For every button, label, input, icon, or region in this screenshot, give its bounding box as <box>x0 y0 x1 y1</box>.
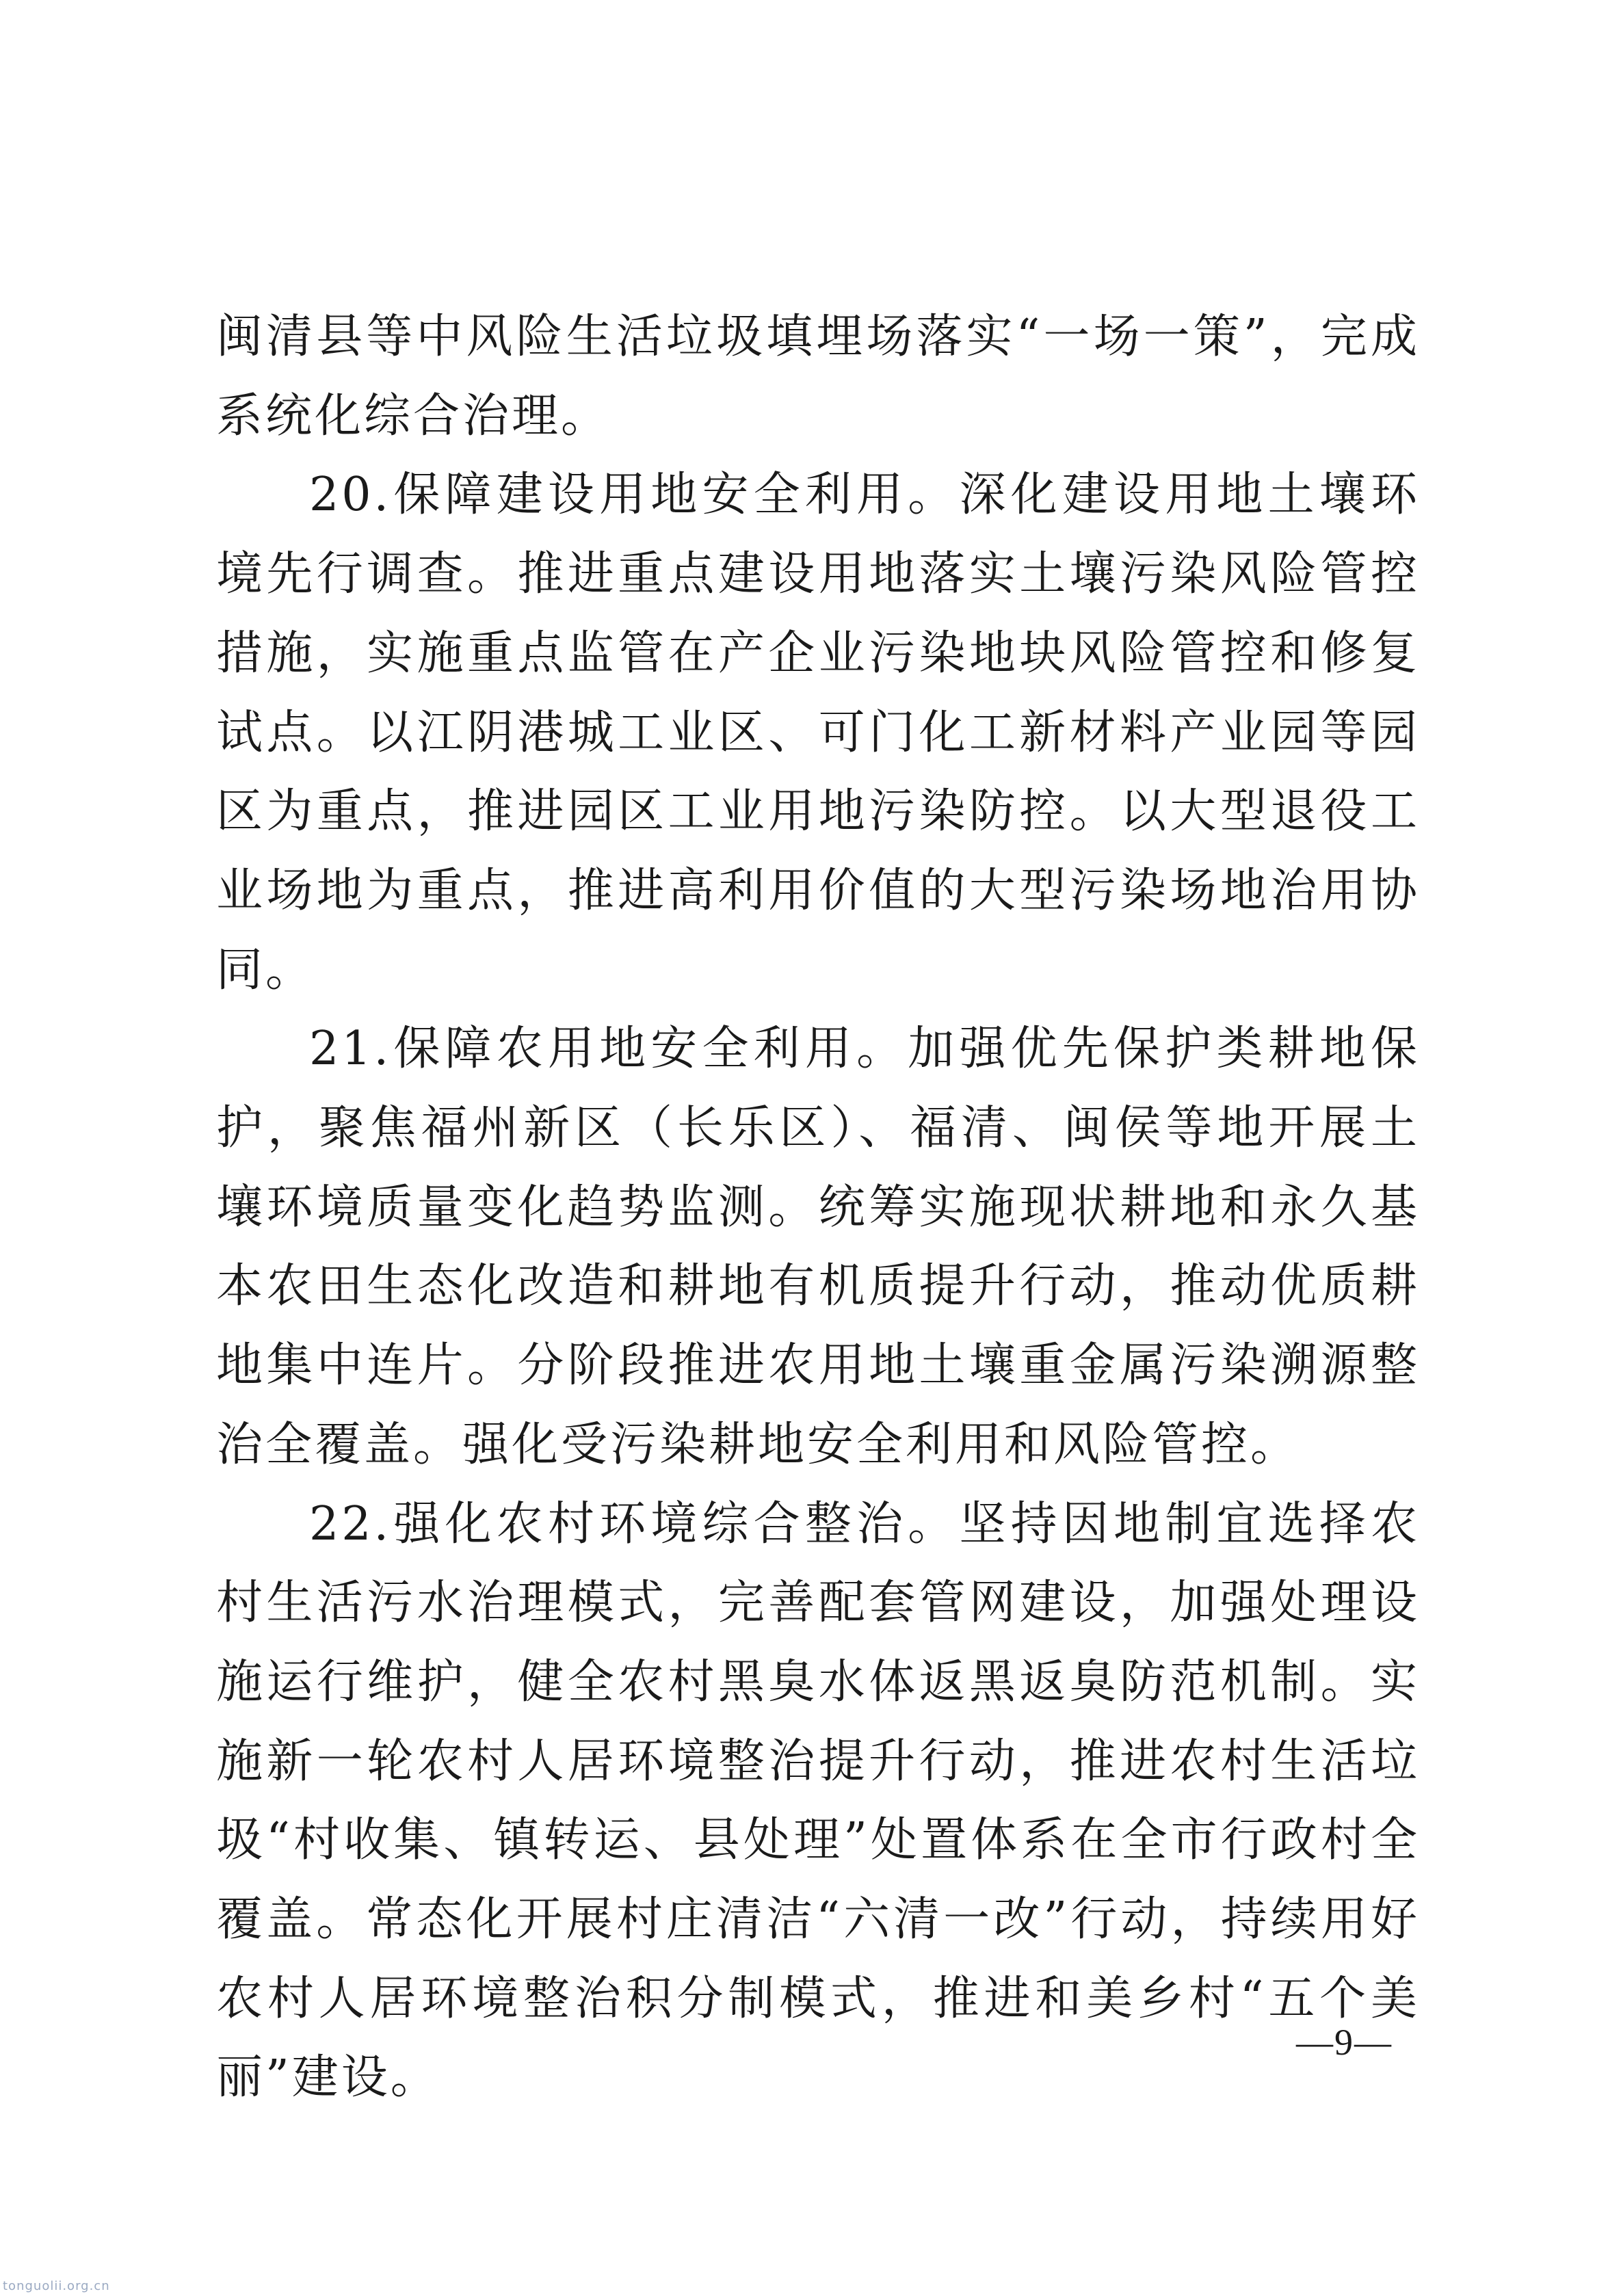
page-number: —9— <box>1296 2022 1393 2063</box>
paragraph-item-20: 20.保障建设用地安全利用。深化建设用地土壤环境先行调查。推进重点建设用地落实土壤污染风险管控措施，实施重点监管在产企业污染地块风险管控和修复试点。以江阴港城工业区、可门化工新材料产业园等园区为重点，推进园区工业用地污染防控。以大型退役工业场地为重点，推进高利用价值的大型污染场地治用协同。 <box>216 468 1420 997</box>
watermark: tonguolii.org.cn <box>3 2279 110 2293</box>
paragraph-item-22: 22.强化农村环境综合整治。坚持因地制宜选择农村生活污水治理模式，完善配套管网建设，加强处理设施运行维护，健全农村黑臭水体返黑返臭防范机制。实施新一轮农村人居环境整治提升行动，推进农村生活垃圾“村收集、镇转运、县处理”处置体系在全市行政村全覆盖。常态化开展村庄清洁“六清一改”行动，持续用好农村人居环境整治积分制模式，推进和美乡村“五个美丽”建设。 <box>216 1496 1420 2105</box>
paragraph-continuation: 闽清县等中风险生活垃圾填埋场落实“一场一策”，完成系统化综合治理。 <box>216 310 1420 443</box>
body-text <box>216 298 1420 2117</box>
paragraph-item-21: 21.保障农用地安全利用。加强优先保护类耕地保护，聚焦福州新区（长乐区）、福清、闽侯等地开展土壤环境质量变化趋势监测。统筹实施现状耕地和永久基本农田生态化改造和耕地有机质提升行动，推动优质耕地集中连片。分阶段推进农用地土壤重金属污染溯源整治全覆盖。强化受污染耕地安全利用和风险管控。 <box>216 1022 1420 1472</box>
